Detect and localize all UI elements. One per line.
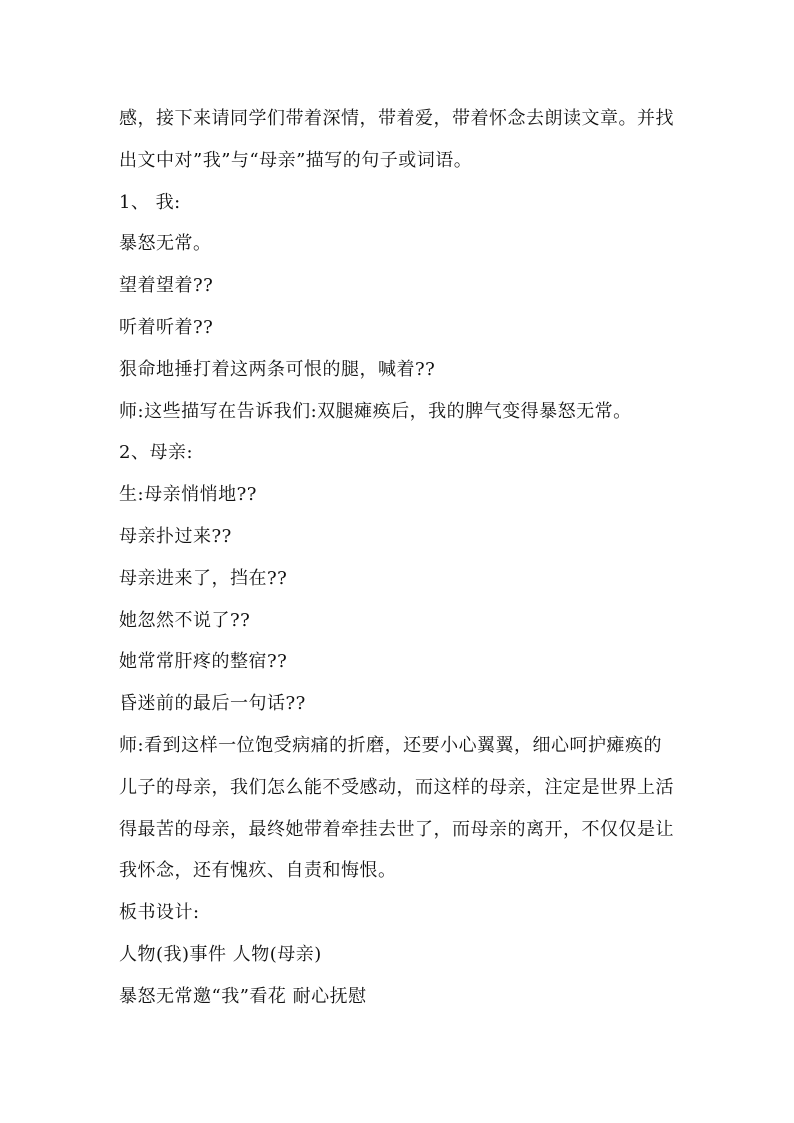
text-line-intro-2: 出文中对”我”与“母亲”描写的句子或词语。 — [119, 149, 473, 171]
text-line-mother-5: 她常常肝疼的整宿?? — [119, 651, 288, 673]
teacher-comment-1: 师:这些描写在告诉我们:双腿瘫痪后，我的脾气变得暴怒无常。 — [119, 400, 632, 422]
text-line-me-3: 听着听着?? — [119, 316, 214, 338]
text-line-mother-3: 母亲进来了，挡在?? — [119, 567, 288, 589]
text-line-mother-4: 她忽然不说了?? — [119, 609, 251, 631]
board-design-row-2: 暴怒无常邀“我”看花 耐心抚慰 — [119, 985, 367, 1007]
document-body — [119, 98, 679, 1018]
teacher-comment-2-line-4: 我怀念，还有愧疚、自责和悔恨。 — [119, 860, 397, 882]
text-line-mother-2: 母亲扑过来?? — [119, 525, 232, 547]
heading-me: 1、 我: — [119, 191, 181, 213]
text-line-mother-1: 生:母亲悄悄地?? — [119, 484, 257, 506]
text-line-me-1: 暴怒无常。 — [119, 233, 212, 255]
board-design-row-1: 人物(我)事件 人物(母亲) — [119, 943, 322, 965]
teacher-comment-2-line-2: 儿子的母亲，我们怎么能不受感动，而这样的母亲，注定是世界上活 — [119, 776, 674, 798]
text-line-me-2: 望着望着?? — [119, 275, 214, 297]
text-line-me-4: 狠命地捶打着这两条可恨的腿，喊着?? — [119, 358, 436, 380]
heading-mother: 2、母亲: — [119, 442, 194, 464]
teacher-comment-2-line-3: 得最苦的母亲，最终她带着牵挂去世了，而母亲的离开，不仅仅是让 — [119, 818, 674, 840]
text-line-mother-6: 昏迷前的最后一句话?? — [119, 693, 306, 715]
heading-board-design: 板书设计: — [119, 902, 200, 924]
text-line-intro-1: 感，接下来请同学们带着深情，带着爱，带着怀念去朗读文章。并找 — [119, 108, 674, 129]
teacher-comment-2-line-1: 师:看到这样一位饱受病痛的折磨，还要小心翼翼，细心呵护瘫痪的 — [119, 734, 663, 756]
